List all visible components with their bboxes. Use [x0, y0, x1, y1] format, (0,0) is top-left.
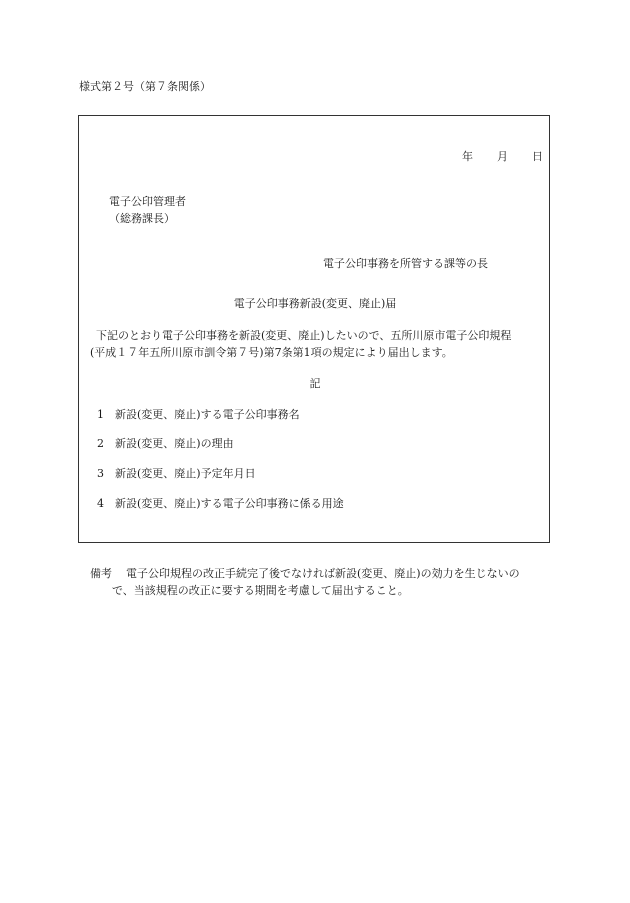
note-text-line-1: 電子公印規程の改正手続完了後でなければ新設(変更、廃止)の効力を生じないの	[126, 567, 520, 580]
note-text-line-2: で、当該規程の改正に要する期間を考慮して届出すること。	[112, 584, 409, 597]
sender-title: 電子公印事務を所管する課等の長	[323, 257, 488, 270]
item-text: 新設(変更、廃止)する電子公印事務に係る用途	[115, 497, 344, 510]
document-title: 電子公印事務新設(変更、廃止)届	[233, 297, 397, 310]
body-text-line-1: 下記のとおり電子公印事務を新設(変更、廃止)したいので、五所川原市電子公印規程	[96, 329, 512, 342]
ki-heading: 記	[309, 377, 321, 390]
item-number: 4	[97, 497, 104, 510]
item-number: 1	[97, 408, 104, 421]
item-number: 3	[97, 467, 104, 480]
item-text: 新設(変更、廃止)する電子公印事務名	[115, 408, 300, 421]
item-text: 新設(変更、廃止)の理由	[115, 437, 234, 450]
date-day-label: 日	[532, 150, 543, 163]
item-number: 2	[97, 437, 104, 450]
addressee-subtitle: （総務課長）	[109, 212, 175, 225]
addressee-title: 電子公印管理者	[109, 195, 186, 208]
date-line	[462, 151, 543, 162]
date-year-label: 年	[462, 150, 473, 163]
form-number-label: 様式第２号（第７条関係）	[79, 80, 211, 93]
body-text-line-2: (平成１７年五所川原市訓令第７号)第7条第1項の規定により届出します。	[90, 346, 453, 359]
item-text: 新設(変更、廃止)予定年月日	[115, 467, 256, 480]
date-month-label: 月	[497, 150, 508, 163]
note-label: 備考	[90, 567, 112, 580]
